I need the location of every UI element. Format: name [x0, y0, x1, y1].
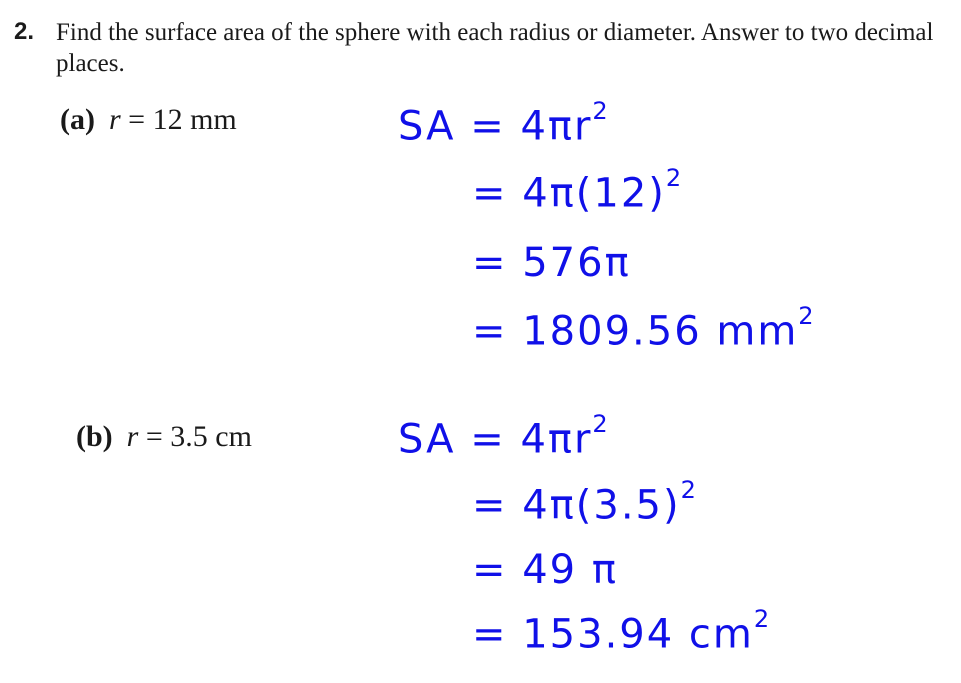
part-b-work-line-2-exponent: 2 — [680, 476, 698, 504]
part-b-work-line-1 — [398, 410, 610, 463]
part-a-work-line-2-text: = 4π(12) — [472, 170, 666, 217]
question-text: Find the surface area of the sphere with each radius or diameter. Answer to two decimal places. — [56, 19, 934, 77]
part-a-work-line-1-text: SA = 4πr — [398, 103, 593, 150]
part-b-work-line-4-text: = 153.94 cm — [472, 611, 754, 658]
part-b-work-line-4-exponent: 2 — [753, 605, 772, 633]
part-a-work-line-2 — [472, 164, 684, 217]
part-b-variable: r — [126, 420, 139, 453]
part-b-work-line-3 — [472, 547, 618, 593]
part-a-work-line-2-exponent: 2 — [665, 164, 684, 192]
part-a-work-line-3-text: = 576π — [472, 240, 631, 286]
part-a-prompt — [60, 103, 237, 137]
part-a-work-line-1 — [398, 97, 610, 150]
part-a-work-line-3 — [472, 240, 631, 286]
part-b-work-line-1-text: SA = 4πr — [398, 416, 593, 463]
part-a-work-line-4-exponent: 2 — [798, 302, 816, 330]
part-b-prompt — [76, 420, 252, 454]
part-a-work-line-4-text: = 1809.56 mm — [472, 308, 799, 355]
part-a-given: = 12 mm — [128, 103, 237, 136]
part-b-label: (b) — [76, 420, 113, 453]
part-a-work-line-4 — [472, 302, 816, 355]
question-number: 2. — [14, 18, 35, 45]
part-a-work-line-1-exponent: 2 — [592, 97, 610, 125]
part-b-work-line-4 — [472, 605, 772, 658]
part-b-work-line-3-text: = 49 π — [472, 547, 618, 593]
part-b-work-line-2-text: = 4π(3.5) — [472, 482, 681, 529]
part-b-work-line-2 — [472, 476, 698, 529]
part-a-label: (a) — [60, 103, 95, 136]
part-b-given: = 3.5 cm — [145, 420, 252, 453]
part-a-variable: r — [108, 103, 121, 136]
part-b-work-line-1-exponent: 2 — [592, 410, 610, 438]
